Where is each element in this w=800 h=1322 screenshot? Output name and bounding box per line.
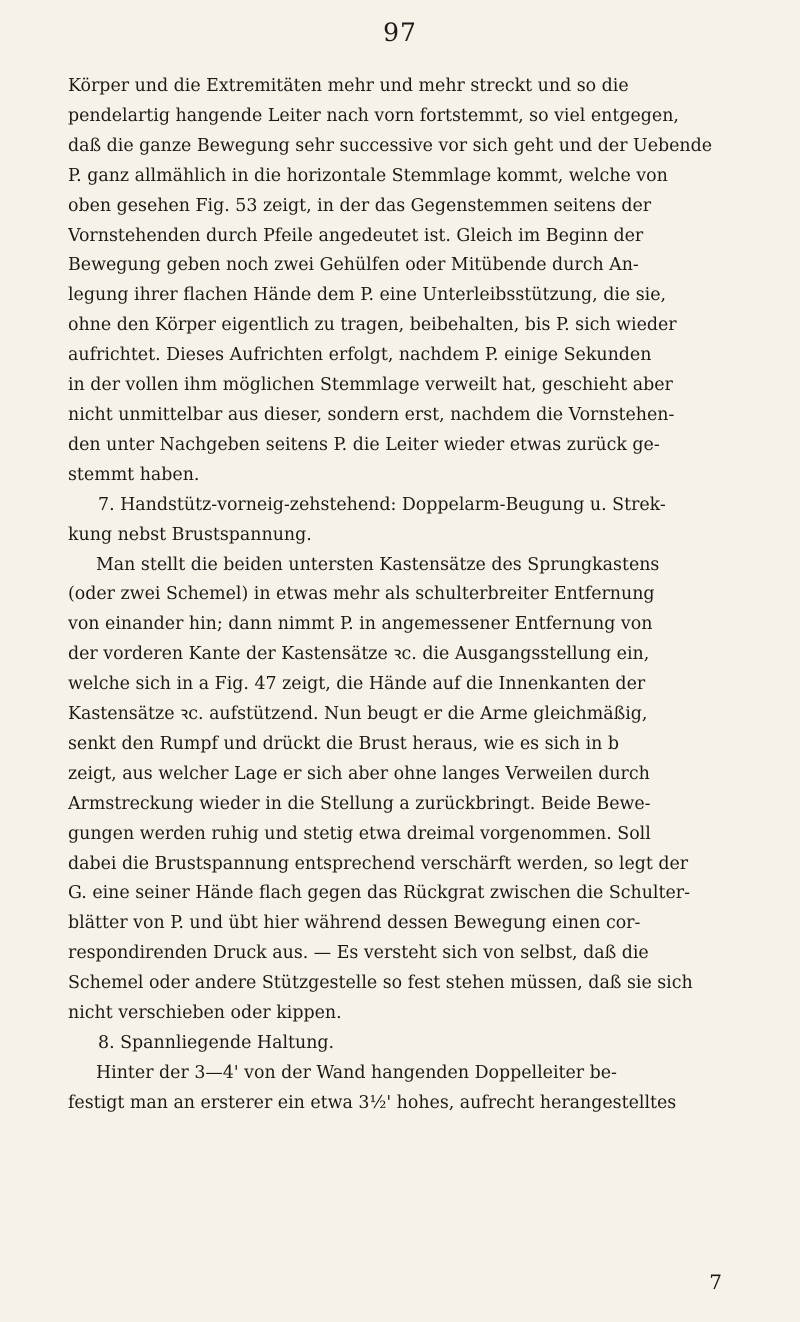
text-line: Hinter der 3—4' von der Wand hangenden Doppelleiter be- [96,1062,617,1083]
text-line: den unter Nachgeben seitens P. die Leiter wieder etwas zurück ge- [68,434,660,455]
text-line: der vorderen Kante der Kastensätze ꝛc. die Ausgangsstellung ein, [68,644,650,665]
text-line: gungen werden ruhig und stetig etwa dreimal vorgenommen. Soll [68,823,651,844]
text-line: festigt man an ersterer ein etwa 3½' hohes, aufrecht herangestelltes [68,1092,677,1113]
page-number: 97 [383,18,417,47]
text-line: Körper und die Extremitäten mehr und mehr streckt und so die [68,76,629,96]
text-line: G. eine seiner Hände flach gegen das Rückgrat zwischen die Schulter- [68,883,690,904]
text-line: zeigt, aus welcher Lage er sich aber ohne langes Verweilen durch [68,763,650,784]
text-line: stemmt haben. [68,464,200,485]
text-line: oben gesehen Fig. 53 zeigt, in der das Gegenstemmen seitens der [68,195,652,216]
text-line: welche sich in a Fig. 47 zeigt, die Hände auf die Innenkanten der [68,674,646,695]
text-line: daß die ganze Bewegung sehr successive vor sich geht und der Uebende [68,135,713,156]
signature-mark: 7 [709,1270,722,1294]
text-line: nicht unmittelbar aus dieser, sondern erst, nachdem die Vornstehen- [68,404,675,425]
text-line: 8. Spannliegende Haltung. [98,1033,335,1053]
text-line: pendelartig hangende Leiter nach vorn fortstemmt, so viel entgegen, [68,105,679,126]
text-line: (oder zwei Schemel) in etwas mehr als schulterbreiter Entfernung [68,584,655,605]
text-line: in der vollen ihm möglichen Stemmlage verweilt hat, geschieht aber [68,375,673,396]
body-text [68,72,740,1119]
text-line: respondirenden Druck aus. — Es versteht sich von selbst, daß die [68,943,649,964]
text-line: aufrichtet. Dieses Aufrichten erfolgt, nachdem P. einige Sekunden [68,345,652,366]
text-line: kung nebst Brustspannung. [68,524,312,545]
text-line: Bewegung geben noch zwei Gehülfen oder Mitübende durch An- [68,255,639,276]
text-line: P. ganz allmählich in die horizontale Stemmlage kommt, welche von [68,165,668,186]
text-line: Vornstehenden durch Pfeile angedeutet ist. Gleich im Beginn der [68,225,644,246]
text-line: Kastensätze ꝛc. aufstützend. Nun beugt er die Arme gleichmäßig, [68,704,648,725]
text-line: von einander hin; dann nimmt P. in angemessener Entfernung von [68,614,653,635]
text-line: senkt den Rumpf und drückt die Brust heraus, wie es sich in b [68,733,619,754]
text-line: Schemel oder andere Stützgestelle so fest stehen müssen, daß sie sich [68,973,693,994]
text-line: nicht verschieben oder kippen. [68,1003,342,1024]
text-line: 7. Handstütz-vorneig-zehstehend: Doppelarm-Beugung u. Strek- [98,494,666,515]
text-line: Armstreckung wieder in die Stellung a zurückbringt. Beide Bewe- [68,793,651,814]
text-line: ohne den Körper eigentlich zu tragen, beibehalten, bis P. sich wieder [68,315,677,336]
text-line: legung ihrer flachen Hände dem P. eine Unterleibsstützung, die sie, [68,285,667,306]
text-line: Man stellt die beiden untersten Kastensätze des Sprungkastens [96,554,660,575]
text-line: dabei die Brustspannung entsprechend verschärft werden, so legt der [68,853,689,874]
text-line: blätter von P. und übt hier während dessen Bewegung einen cor- [68,913,641,934]
